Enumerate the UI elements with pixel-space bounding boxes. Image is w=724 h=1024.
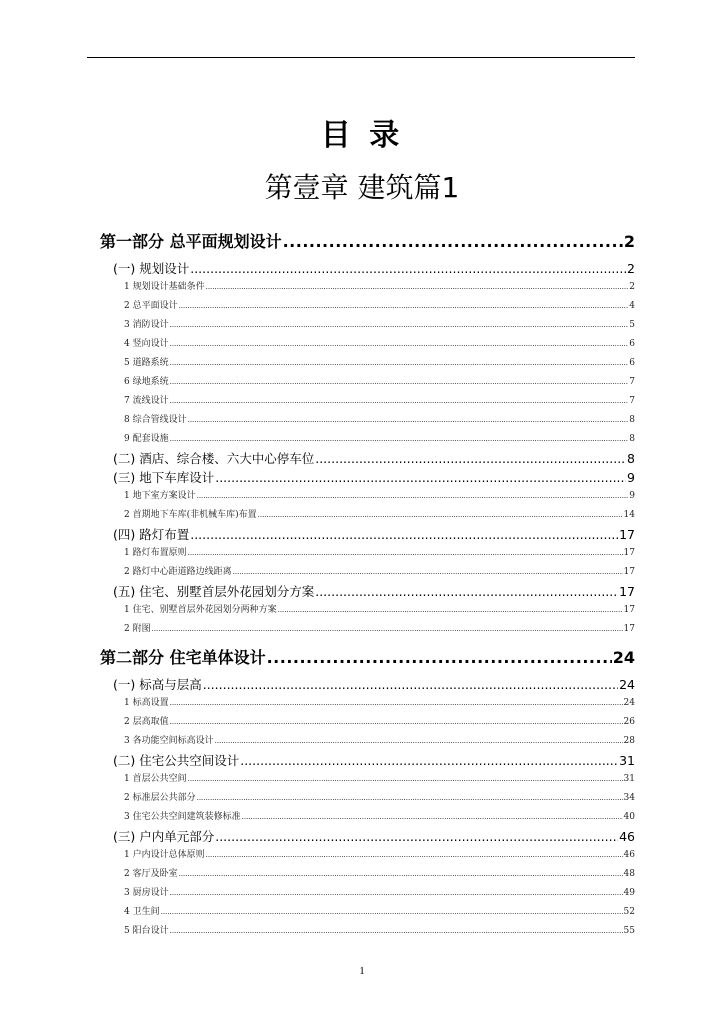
- dot-leader: [170, 354, 629, 373]
- toc-entry-label: 1 地下室方案设计: [124, 491, 196, 501]
- toc-entry-page: 14: [623, 510, 635, 520]
- toc-title: 目 录: [320, 118, 404, 153]
- toc-entry-label: 4 卫生间: [124, 907, 160, 917]
- toc-item-entry[interactable]: [100, 770, 635, 789]
- toc-entry-page: 2: [629, 282, 635, 292]
- toc-entry-page: 24: [619, 677, 635, 692]
- dot-leader: [152, 620, 623, 639]
- dot-leader: [215, 468, 626, 487]
- dot-leader: [170, 884, 623, 903]
- toc-entry-page: 28: [623, 736, 635, 746]
- toc-entry-label: 2 层高取值: [124, 717, 169, 727]
- dot-leader: [170, 694, 623, 713]
- dot-leader: [170, 335, 629, 354]
- toc-item-entry[interactable]: [100, 713, 635, 732]
- toc-entry-page: 52: [623, 907, 635, 917]
- toc-item-entry[interactable]: [100, 411, 635, 430]
- dot-leader: [278, 601, 623, 620]
- toc-item-entry[interactable]: [100, 789, 635, 808]
- toc-entry-page: 2: [623, 232, 635, 251]
- dot-leader: [240, 751, 618, 770]
- dot-leader: [190, 525, 618, 544]
- toc-item-entry[interactable]: [100, 808, 635, 827]
- toc-entry-label: 1 规划设计基础条件: [124, 282, 205, 292]
- toc-section-entry[interactable]: [100, 582, 635, 601]
- toc-item-entry[interactable]: [100, 392, 635, 411]
- toc-entry-label: 2 总平面设计: [124, 301, 178, 311]
- toc-entry-page: 31: [619, 753, 635, 768]
- toc-entry-label: 1 户内设计总体原则: [124, 850, 205, 860]
- toc-entry-page: 34: [623, 793, 635, 803]
- toc-entry-label: 3 住宅公共空间建筑装修标准: [124, 812, 241, 822]
- toc-item-entry[interactable]: [100, 865, 635, 884]
- toc-item-entry[interactable]: [100, 316, 635, 335]
- toc-section-entry[interactable]: [100, 675, 635, 694]
- toc-entry-label: 9 配套设施: [124, 434, 169, 444]
- dot-leader: [242, 808, 623, 827]
- toc-entry-label: (二) 酒店、综合楼、六大中心停车位: [113, 451, 315, 466]
- dot-leader: [170, 922, 623, 941]
- dot-leader: [197, 487, 629, 506]
- toc-entry-label: (二) 住宅公共空间设计: [113, 753, 240, 768]
- toc-item-entry[interactable]: [100, 620, 635, 639]
- toc-entry-page: 9: [629, 491, 635, 501]
- toc-entry-label: 1 标高设置: [124, 698, 169, 708]
- toc-item-entry[interactable]: [100, 544, 635, 563]
- dot-leader: [258, 506, 623, 525]
- toc-item-entry[interactable]: [100, 487, 635, 506]
- toc-entry-page: 6: [629, 358, 635, 368]
- toc-entry-label: 1 住宅、别墅首层外花园划分两种方案: [124, 605, 277, 615]
- page-number: 1: [359, 965, 365, 977]
- toc-entry-page: 17: [623, 548, 635, 558]
- toc-entry-label: 2 路灯中心距道路边线距离: [124, 567, 232, 577]
- toc-entry-page: 17: [623, 605, 635, 615]
- toc-entry-page: 49: [623, 888, 635, 898]
- toc-entry-page: 48: [623, 869, 635, 879]
- dot-leader: [283, 231, 623, 253]
- toc-entry-label: 第一部分 总平面规划设计: [100, 232, 282, 251]
- toc-entry-page: 7: [629, 396, 635, 406]
- toc-entry-label: 5 道路系统: [124, 358, 169, 368]
- toc-entry-page: 55: [623, 926, 635, 936]
- dot-leader: [170, 373, 629, 392]
- toc-entry-label: 8 综合管线设计: [124, 415, 187, 425]
- toc-entry-page: 17: [619, 584, 635, 599]
- toc-item-entry[interactable]: [100, 506, 635, 525]
- toc-entry-label: 2 首期地下车库(非机械车库)布置: [124, 510, 257, 520]
- dot-leader: [315, 449, 626, 468]
- dot-leader: [206, 278, 629, 297]
- dot-leader: [233, 563, 623, 582]
- toc-item-entry[interactable]: [100, 373, 635, 392]
- dot-leader: [267, 647, 612, 669]
- toc-entry-page: 26: [623, 717, 635, 727]
- toc-entry-label: 1 路灯布置原则: [124, 548, 187, 558]
- toc-entry-page: 17: [619, 527, 635, 542]
- toc-entry-label: 3 各功能空间标高设计: [124, 736, 214, 746]
- toc-entry-page: 24: [623, 698, 635, 708]
- toc-entry-page: 2: [627, 261, 635, 276]
- toc-entry-page: 8: [629, 415, 635, 425]
- toc-item-entry[interactable]: [100, 335, 635, 354]
- toc-entry-page: 5: [629, 320, 635, 330]
- toc-entry-page: 17: [623, 624, 635, 634]
- toc-entry-page: 8: [629, 434, 635, 444]
- toc-entry-page: 7: [629, 377, 635, 387]
- toc-entry-page: 8: [627, 451, 635, 466]
- dot-leader: [170, 392, 629, 411]
- dot-leader: [161, 903, 623, 922]
- table-of-contents: [100, 231, 635, 941]
- dot-leader: [215, 732, 623, 751]
- dot-leader: [188, 770, 623, 789]
- toc-section-entry[interactable]: [100, 525, 635, 544]
- toc-entry-label: 2 客厅及卧室: [124, 869, 178, 879]
- toc-entry-label: 2 附图: [124, 624, 151, 634]
- toc-entry-label: (三) 户内单元部分: [113, 829, 215, 844]
- toc-entry-label: 3 厨房设计: [124, 888, 169, 898]
- toc-entry-page: 40: [623, 812, 635, 822]
- dot-leader: [197, 789, 623, 808]
- dot-leader: [188, 411, 629, 430]
- toc-item-entry[interactable]: [100, 903, 635, 922]
- toc-entry-label: (五) 住宅、别墅首层外花园划分方案: [113, 584, 315, 599]
- toc-entry-page: 9: [627, 470, 635, 485]
- toc-entry-label: 2 标准层公共部分: [124, 793, 196, 803]
- toc-section-entry[interactable]: [100, 259, 635, 278]
- toc-item-entry[interactable]: [100, 354, 635, 373]
- toc-entry-label: 4 竖向设计: [124, 339, 169, 349]
- dot-leader: [188, 544, 623, 563]
- toc-item-entry[interactable]: [100, 297, 635, 316]
- toc-item-entry[interactable]: [100, 922, 635, 941]
- dot-leader: [315, 582, 618, 601]
- toc-part-entry[interactable]: [100, 231, 635, 259]
- toc-entry-page: 6: [629, 339, 635, 349]
- toc-entry-label: (一) 规划设计: [113, 261, 190, 276]
- toc-entry-label: 5 阳台设计: [124, 926, 169, 936]
- dot-leader: [179, 297, 629, 316]
- dot-leader: [203, 675, 618, 694]
- dot-leader: [170, 430, 629, 449]
- header-rule: [87, 57, 635, 58]
- toc-item-entry[interactable]: [100, 694, 635, 713]
- toc-item-entry[interactable]: [100, 430, 635, 449]
- toc-entry-label: 6 绿地系统: [124, 377, 169, 387]
- toc-item-entry[interactable]: [100, 278, 635, 297]
- toc-section-entry[interactable]: [100, 449, 635, 468]
- toc-item-entry[interactable]: [100, 884, 635, 903]
- toc-part-entry[interactable]: [100, 647, 635, 675]
- toc-entry-label: (三) 地下车库设计: [113, 470, 215, 485]
- toc-entry-page: 31: [623, 774, 635, 784]
- toc-item-entry[interactable]: [100, 846, 635, 865]
- toc-section-entry[interactable]: [100, 827, 635, 846]
- toc-section-entry[interactable]: [100, 468, 635, 487]
- toc-entry-label: 1 首层公共空间: [124, 774, 187, 784]
- toc-entry-page: 17: [623, 567, 635, 577]
- dot-leader: [215, 827, 618, 846]
- toc-entry-label: (一) 标高与层高: [113, 677, 202, 692]
- toc-entry-label: 7 流线设计: [124, 396, 169, 406]
- toc-section-entry[interactable]: [100, 751, 635, 770]
- toc-item-entry[interactable]: [100, 563, 635, 582]
- toc-item-entry[interactable]: [100, 732, 635, 751]
- toc-item-entry[interactable]: [100, 601, 635, 620]
- dot-leader: [170, 316, 629, 335]
- chapter-title: 第壹章 建筑篇1: [264, 171, 460, 204]
- dot-leader: [170, 713, 623, 732]
- dot-leader: [206, 846, 623, 865]
- toc-entry-page: 24: [612, 648, 635, 667]
- toc-entry-label: 3 消防设计: [124, 320, 169, 330]
- dot-leader: [190, 259, 626, 278]
- toc-entry-page: 4: [629, 301, 635, 311]
- toc-entry-label: (四) 路灯布置: [113, 527, 190, 542]
- dot-leader: [179, 865, 623, 884]
- toc-entry-label: 第二部分 住宅单体设计: [100, 648, 266, 667]
- toc-entry-page: 46: [619, 829, 635, 844]
- toc-entry-page: 46: [623, 850, 635, 860]
